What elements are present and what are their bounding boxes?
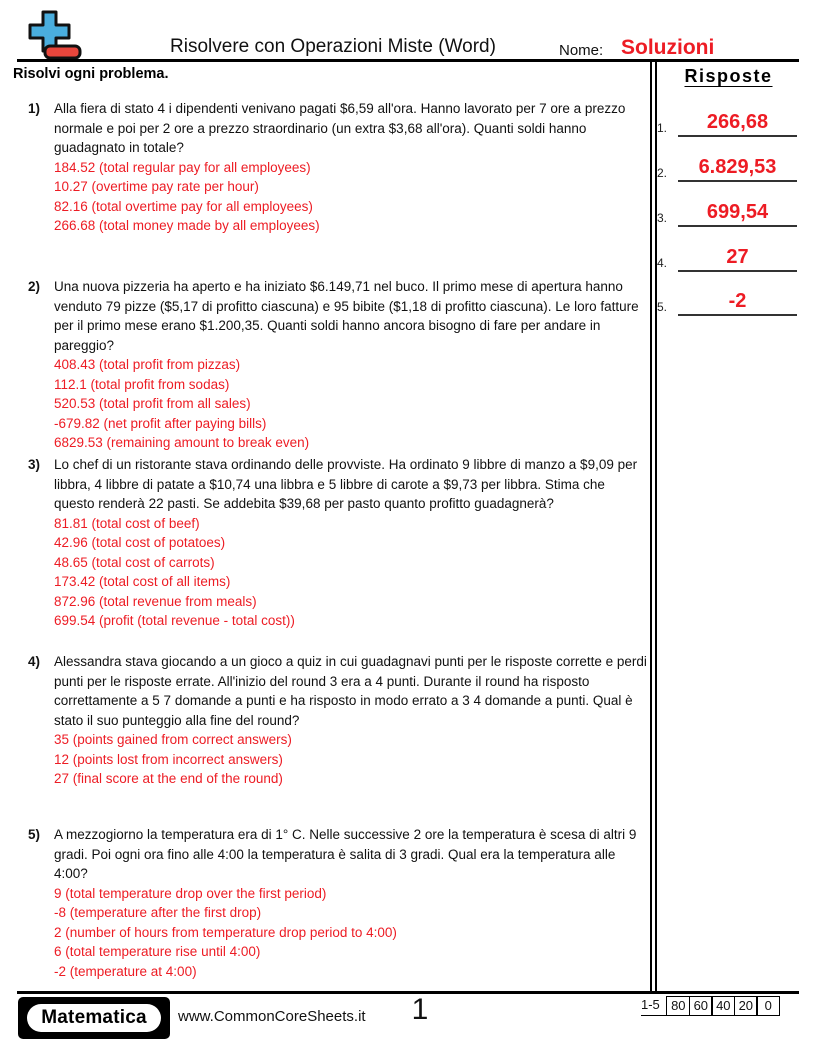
solution-step: 48.65 (total cost of carrots) xyxy=(54,554,215,570)
solution-step: 699.54 (profit (total revenue - total cost)) xyxy=(54,613,295,628)
answer-blank-line xyxy=(678,244,797,272)
answer-blank-line xyxy=(678,109,797,137)
score-range-label: 1-5 xyxy=(641,996,668,1016)
solution-step: 6829.53 (remaining amount to break even) xyxy=(54,435,310,450)
score-cell: 80 xyxy=(666,996,690,1016)
solution-step: -8 (temperature after the first drop) xyxy=(54,905,262,920)
answer-row xyxy=(657,108,797,137)
answer-value: 699,54 xyxy=(706,201,769,223)
name-label: Nome: xyxy=(559,42,604,59)
instruction-text: Risolvi ogni problema. xyxy=(13,66,169,82)
problem-body xyxy=(54,652,648,789)
solution-step: 184.52 (total regular pay for all employees) xyxy=(54,159,311,175)
problem-item xyxy=(28,99,648,236)
problem-number: 4) xyxy=(28,654,41,669)
solution-steps xyxy=(54,355,648,453)
problem-body xyxy=(54,277,648,453)
score-cell: 60 xyxy=(689,996,713,1016)
answer-number: 1. xyxy=(657,121,668,135)
problem-body xyxy=(54,455,648,631)
answer-number: 2. xyxy=(657,166,668,180)
answer-value: -2 xyxy=(728,290,747,312)
solution-steps xyxy=(54,730,648,789)
page-title: Risolvere con Operazioni Miste (Word) xyxy=(170,36,496,57)
answer-blank-line xyxy=(678,154,797,182)
answers-column-divider xyxy=(650,62,657,991)
solution-steps xyxy=(54,514,648,631)
solution-steps xyxy=(54,158,648,236)
problem-number: 1) xyxy=(28,101,41,116)
solution-step: 408.43 (total profit from pizzas) xyxy=(54,357,241,372)
problem-text: A mezzogiorno la temperatura era di 1° C. Nelle successive 2 ore la temperatura è scesa di altri 9 gradi. Poi ogni ora fino alle 4:00 la temperatura è salita di 3 gradi. Qual era la temperatura alle 4:00? xyxy=(54,827,637,881)
solution-step: 872.96 (total revenue from meals) xyxy=(54,593,257,609)
solution-step: 12 (points lost from incorrect answers) xyxy=(54,751,283,767)
problem-text: Lo chef di un ristorante stava ordinando delle provviste. Ha ordinato 9 libbre di manzo a $9,09 per libbra, 4 libbre di patate a $10,74 una libbra e 5 libbre di carote a $9,73 per libbra. Stima che questo renderà 22 pasti. Se addebita $39,68 per pasto quanto profitto guadagnerà? xyxy=(54,457,638,511)
subject-badge xyxy=(18,997,170,1039)
problem-number: 5) xyxy=(28,827,41,842)
name-value: Soluzioni xyxy=(621,36,715,59)
answer-value: 6.829,53 xyxy=(698,156,777,178)
problem-text: Una nuova pizzeria ha aperto e ha iniziato $6.149,71 nel buco. Il primo mese di apertura hanno venduto 79 pizze ($5,17 di profitto ciascuna) e 95 bibite ($1,18 di profitto ciascuna). Le loro fatture per il primo mese erano $1.200,35. Quanti soldi hanno ancora bisogno di fare per andare in pareggio? xyxy=(54,279,639,353)
problem-body xyxy=(54,825,648,981)
problem-body xyxy=(54,99,648,236)
problem-item xyxy=(28,455,648,631)
answer-value: 27 xyxy=(726,246,749,268)
solution-step: 2 (number of hours from temperature drop period to 4:00) xyxy=(54,924,397,940)
subject-badge-pill xyxy=(27,1004,161,1032)
problem-item xyxy=(28,277,648,453)
website-url: www.CommonCoreSheets.it xyxy=(178,1008,366,1025)
answer-number: 3. xyxy=(657,211,668,225)
score-cell: 20 xyxy=(734,996,758,1016)
problem-text: Alla fiera di stato 4 i dipendenti venivano pagati $6,59 all'ora. Hanno lavorato per 7 ore a prezzo normale e poi per 2 ore a prezzo straordinario (un extra $3,68 all'ora). Quanti soldi hanno guadagnato in totale? xyxy=(54,101,626,155)
solution-step: -679.82 (net profit after paying bills) xyxy=(54,415,267,431)
answer-row xyxy=(657,198,797,227)
solution-step: -2 (temperature at 4:00) xyxy=(54,963,197,979)
solution-step: 520.53 (total profit from all sales) xyxy=(54,396,251,411)
page-number: 1 xyxy=(411,993,429,1026)
answers-title: Risposte xyxy=(684,66,773,86)
problem-number: 3) xyxy=(28,457,41,472)
solution-step: 112.1 (total profit from sodas) xyxy=(54,376,230,392)
problem-item xyxy=(28,825,648,981)
answer-row xyxy=(657,287,797,316)
solution-step: 35 (points gained from correct answers) xyxy=(54,732,292,747)
solution-step: 27 (final score at the end of the round) xyxy=(54,771,283,786)
subject-badge-label: Matematica xyxy=(41,1007,147,1028)
problems-list xyxy=(28,0,648,990)
solution-step: 266.68 (total money made by all employees) xyxy=(54,218,320,233)
answer-value: 266,68 xyxy=(706,111,769,133)
solution-step: 9 (total temperature drop over the first period) xyxy=(54,885,327,901)
problem-item xyxy=(28,652,648,789)
solution-step: 42.96 (total cost of potatoes) xyxy=(54,535,226,550)
answer-blank-line xyxy=(678,288,797,316)
score-cell: 0 xyxy=(756,996,780,1016)
solution-step: 10.27 (overtime pay rate per hour) xyxy=(54,179,259,194)
problem-number: 2) xyxy=(28,279,41,294)
score-cell: 40 xyxy=(711,996,735,1016)
score-table xyxy=(641,996,780,1016)
solution-step: 82.16 (total overtime pay for all employees) xyxy=(54,198,313,214)
solution-step: 6 (total temperature rise until 4:00) xyxy=(54,944,261,959)
answer-row xyxy=(657,153,797,182)
solution-step: 173.42 (total cost of all items) xyxy=(54,574,231,589)
answer-row xyxy=(657,243,797,272)
answer-blank-line xyxy=(678,199,797,227)
solution-step: 81.81 (total cost of beef) xyxy=(54,515,200,531)
answer-number: 4. xyxy=(657,256,668,270)
solution-steps xyxy=(54,884,648,982)
answer-number: 5. xyxy=(657,300,668,314)
problem-text: Alessandra stava giocando a un gioco a quiz in cui guadagnavi punti per le risposte corrette e perdi punti per le risposte errate. All'inizio del round 3 era a 4 punti. Durante il round ha risposto correttamente a 5 7 domande a punti e ha risposto in modo errato a 3 4 domande a punti. Qual è stato il suo punteggio alla fine del round? xyxy=(54,654,647,728)
